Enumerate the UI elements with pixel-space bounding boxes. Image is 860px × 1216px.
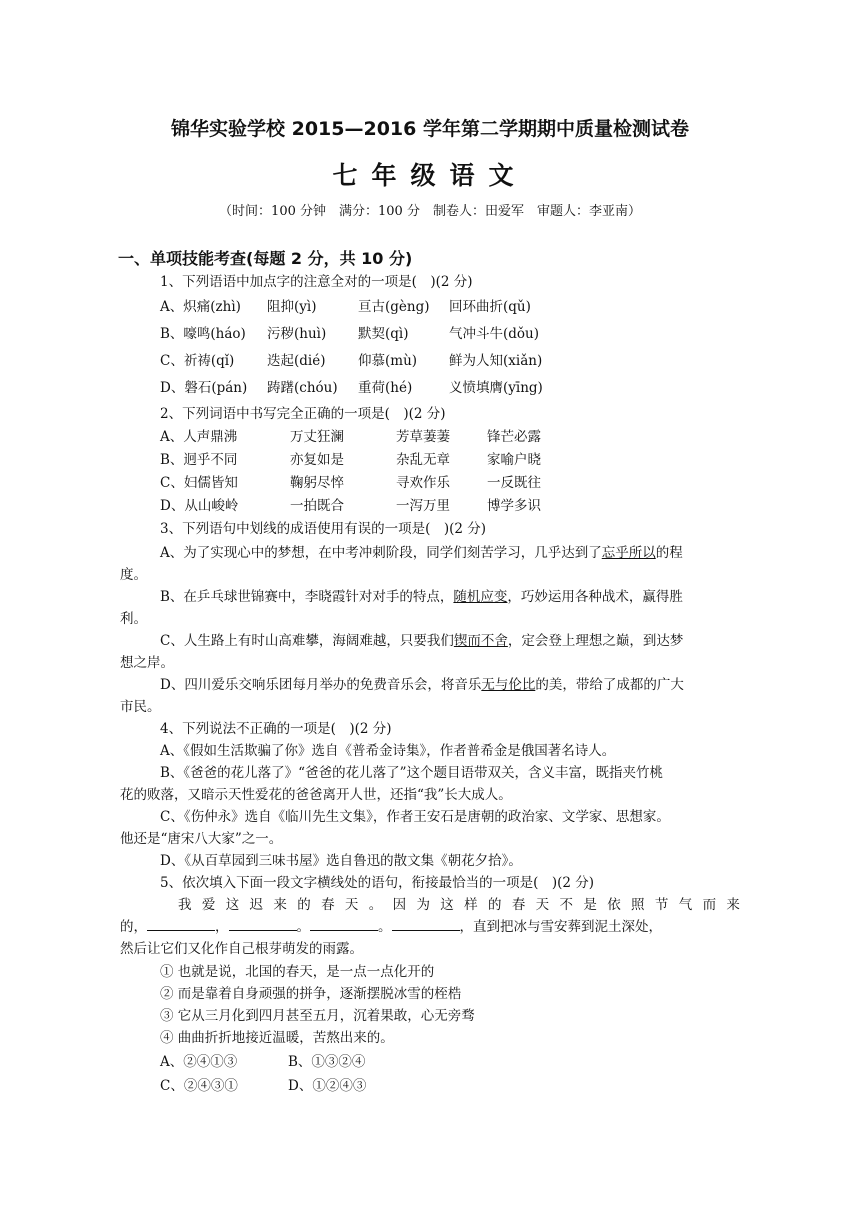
passage-char: 样 [464, 897, 478, 913]
option-term: A、人声鼎沸 [160, 429, 238, 445]
question-4-option-b: B、《爸爸的花儿落了》“爸爸的花儿落了”这个题目语带双关，含义丰富，既指夹竹桃 [160, 765, 663, 781]
option-text: C、人生路上有时山高难攀，海阔难越，只要我们 [160, 633, 454, 649]
passage-char: 来 [273, 897, 287, 913]
question-4-option-c: C、《伤仲永》选自《临川先生文集》，作者王安石是唐朝的政治家、文学家、思想家。 [160, 809, 670, 825]
option-term: 迭起(dié) [267, 353, 326, 369]
passage-char: 这 [440, 897, 454, 913]
passage-char: 气 [678, 897, 693, 913]
answer-blank[interactable] [147, 918, 215, 931]
question-4-option-a: A、《假如生活欺骗了你》选自《普希金诗集》，作者普希金是俄国著名诗人。 [160, 743, 616, 759]
passage-char: 来 [726, 897, 740, 913]
option-term: 万丈狂澜 [290, 429, 344, 445]
option-term: 一泻万里 [396, 498, 450, 514]
question-3-option-b-cont: 利。 [120, 611, 147, 627]
option-term: 博学多识 [487, 498, 541, 514]
option-term: 气冲斗牛(dǒu) [449, 326, 539, 342]
question-3-option-c [160, 629, 683, 649]
option-text: 的程 [655, 545, 683, 561]
underlined-idiom: 无与伦比 [481, 677, 536, 693]
passage-char: 因 [392, 897, 407, 913]
option-term: 踌躇(chóu) [267, 380, 338, 396]
option-term: 杂乱无章 [396, 452, 450, 468]
passage-text: 。 [296, 919, 310, 935]
passage-char: 是 [583, 897, 597, 913]
option-choice: B、①③②④ [288, 1054, 366, 1070]
option-term: 一拍既合 [290, 498, 344, 514]
option-term: 回环曲折(qǔ) [449, 299, 531, 315]
passage-char: 我 [178, 897, 192, 913]
passage-text: ，直到把冰与雪安葬到泥土深处， [459, 919, 662, 935]
answer-blank[interactable] [310, 918, 378, 931]
question-4-option-b-cont: 花的败落，又暗示天性爱花的爸爸离开人世，还指“我”长大成人。 [120, 787, 512, 803]
question-2-stem: 2、下列词语中书写完全正确的一项是( )(2 分) [160, 406, 446, 422]
option-term: 重荷(hé) [358, 380, 413, 396]
option-term: C、妇儒皆知 [160, 475, 238, 491]
passage-char: 爱 [201, 897, 216, 913]
option-choice: A、②④①③ [160, 1054, 238, 1070]
passage-char: 照 [631, 897, 645, 913]
question-3-option-d [160, 673, 684, 693]
option-term: C、祈祷(qǐ) [160, 353, 235, 369]
question-3-option-d-cont: 市民。 [120, 699, 161, 715]
option-term: 一反既往 [487, 475, 541, 491]
passage-char: 春 [511, 897, 526, 913]
option-term: B、迥乎不同 [160, 452, 238, 468]
option-term: 亘古(gèng) [358, 299, 430, 315]
question-3-option-c-cont: 想之岸。 [120, 655, 174, 671]
passage-char: 。 [368, 897, 383, 913]
option-text: B、在乒乓球世锦赛中，李晓霞针对对手的特点， [160, 589, 454, 605]
passage-char: 天 [535, 897, 550, 913]
question-4-stem: 4、下列说法不正确的一项是( )(2 分) [160, 721, 392, 737]
passage-char: 春 [321, 897, 335, 913]
option-choice: D、①②④③ [288, 1078, 367, 1094]
option-term: 义愤填膺(yīng) [449, 380, 543, 396]
option-term: 芳草萋萋 [396, 429, 450, 445]
option-text: A、为了实现心中的梦想，在中考冲刺阶段，同学们刻苦学习，几乎达到了 [160, 545, 602, 561]
passage-char: 的 [297, 897, 311, 913]
option-choice: C、②④③① [160, 1078, 238, 1094]
underlined-idiom: 忘乎所以 [601, 545, 656, 561]
option-term: 污秽(huì) [267, 326, 327, 342]
underlined-idiom: 锲而不舍 [453, 633, 508, 649]
question-5-passage-line-1 [178, 893, 740, 913]
passage-char: 为 [416, 897, 430, 913]
question-3-option-b [160, 585, 683, 605]
question-5-sentence-3: ③ 它从三月化到四月甚至五月，沉着果敢，心无旁骛 [160, 1008, 475, 1024]
passage-char: 天 [344, 897, 359, 913]
option-term: 亦复如是 [290, 452, 344, 468]
option-term: 阻抑(yì) [267, 299, 317, 315]
question-4-option-c-cont: 他还是“唐宋八大家”之一。 [120, 831, 283, 847]
option-text: ，巧妙运用各种战术，赢得胜 [507, 589, 683, 605]
option-term: A、炽痛(zhì) [160, 299, 241, 315]
passage-char: 的 [487, 897, 502, 913]
option-term: B、嚎鸣(háo) [160, 326, 246, 342]
exam-title: 锦华实验学校 2015—2016 学年第二学期期中质量检测试卷 [171, 118, 689, 140]
option-term: D、磐石(pán) [160, 380, 248, 396]
option-text: ，定会登上理想之巅，到达梦 [507, 633, 684, 649]
question-4-option-d: D、《从百草园到三味书屋》选自鲁迅的散文集《朝花夕拾》。 [160, 853, 522, 869]
question-5-stem: 5、依次填入下面一段文字横线处的语句，衔接最恰当的一项是( )(2 分) [160, 875, 595, 891]
option-term: 家喻户晓 [487, 452, 541, 468]
passage-text: ， [215, 919, 229, 935]
passage-char: 节 [654, 897, 669, 913]
exam-meta: （时间：100 分钟 满分：100 分 制卷人：田爱军 审题人：李亚南） [219, 204, 641, 219]
answer-blank[interactable] [229, 918, 297, 931]
option-text: D、四川爱乐交响乐团每月举办的免费音乐会，将音乐 [160, 677, 482, 693]
question-5-passage-line-3: 然后让它们又化作自己根芽萌发的雨露。 [120, 941, 363, 957]
option-text: 的美，带给了成都的广大 [535, 677, 684, 693]
option-term: 鲜为人知(xiǎn) [449, 353, 543, 369]
option-term: D、从山峻岭 [160, 498, 239, 514]
passage-char: 不 [559, 897, 573, 913]
passage-text: 。 [378, 919, 392, 935]
question-3-stem: 3、下列语句中划线的成语使用有误的一项是( )(2 分) [160, 521, 487, 537]
option-term: 默契(qì) [358, 326, 409, 342]
underlined-idiom: 随机应变 [453, 589, 508, 605]
option-term: 鞠躬尽悴 [290, 475, 344, 491]
passage-char: 而 [702, 897, 717, 913]
section-heading: 一、单项技能考查(每题 2 分，共 10 分) [118, 249, 413, 268]
question-3-option-a-cont: 度。 [120, 567, 147, 583]
answer-blank[interactable] [392, 918, 460, 931]
option-term: 仰慕(mù) [358, 353, 418, 369]
passage-char: 这 [225, 897, 240, 913]
question-5-sentence-4: ④ 曲曲折折地接近温暖，苦熬出来的。 [160, 1030, 394, 1046]
subject-title: 七年级语文 [332, 161, 528, 190]
question-5-sentence-2: ② 而是靠着自身顽强的拼争，逐渐摆脱冰雪的桎梏 [160, 986, 462, 1002]
passage-char: 迟 [249, 897, 264, 913]
passage-char: 依 [607, 897, 621, 913]
question-3-option-a [160, 541, 683, 561]
question-5-sentence-1: ① 也就是说，北国的春天，是一点一点化开的 [160, 964, 435, 980]
option-term: 锋芒必露 [487, 429, 541, 445]
question-5-passage-line-2 [120, 915, 662, 935]
passage-text: 的， [120, 919, 147, 935]
question-1-stem: 1、下列语语中加点字的注意全对的一项是( )(2 分) [160, 274, 473, 290]
option-term: 寻欢作乐 [396, 475, 450, 491]
